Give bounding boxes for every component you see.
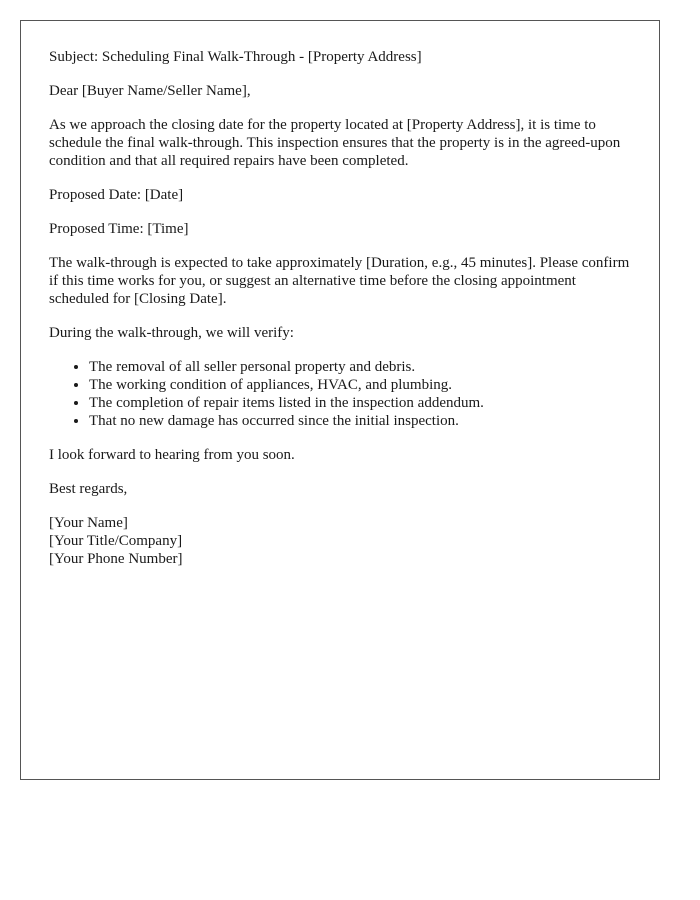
list-item: • The completion of repair items listed in the inspection addendum.: [89, 394, 631, 412]
verify-list: [49, 358, 631, 430]
signature-block: [49, 514, 631, 568]
sign-off: Best regards,: [49, 481, 128, 497]
signature-name: [Your Name]: [49, 515, 128, 531]
list-item: • That no new damage has occurred since the initial inspection.: [89, 412, 631, 430]
salutation: Dear [Buyer Name/Seller Name],: [49, 83, 251, 99]
verify-intro: During the walk-through, we will verify:: [49, 325, 294, 341]
proposed-date: Proposed Date: [Date]: [49, 187, 184, 203]
closing-line: I look forward to hearing from you soon.: [49, 447, 295, 463]
proposed-time: Proposed Time: [Time]: [49, 221, 189, 237]
signature-title: [Your Title/Company]: [49, 533, 183, 549]
list-item: • The working condition of appliances, HVAC, and plumbing.: [89, 376, 631, 394]
subject-line: Subject: Scheduling Final Walk-Through - [Property Address]: [49, 49, 422, 65]
duration-paragraph: The walk-through is expected to take approximately [Duration, e.g., 45 minutes]. Please confirm if this time works for you, or suggest an alternative time before the closing appointment scheduled for [Closing Date].: [49, 255, 630, 307]
signature-phone: [Your Phone Number]: [49, 551, 183, 567]
list-item: • The removal of all seller personal property and debris.: [89, 358, 631, 376]
letter: [20, 20, 660, 780]
intro-paragraph: As we approach the closing date for the property located at [Property Address], it is time to schedule the final walk-through. This inspection ensures that the property is in the agreed-upon condition and that all required repairs have been completed.: [49, 117, 621, 169]
